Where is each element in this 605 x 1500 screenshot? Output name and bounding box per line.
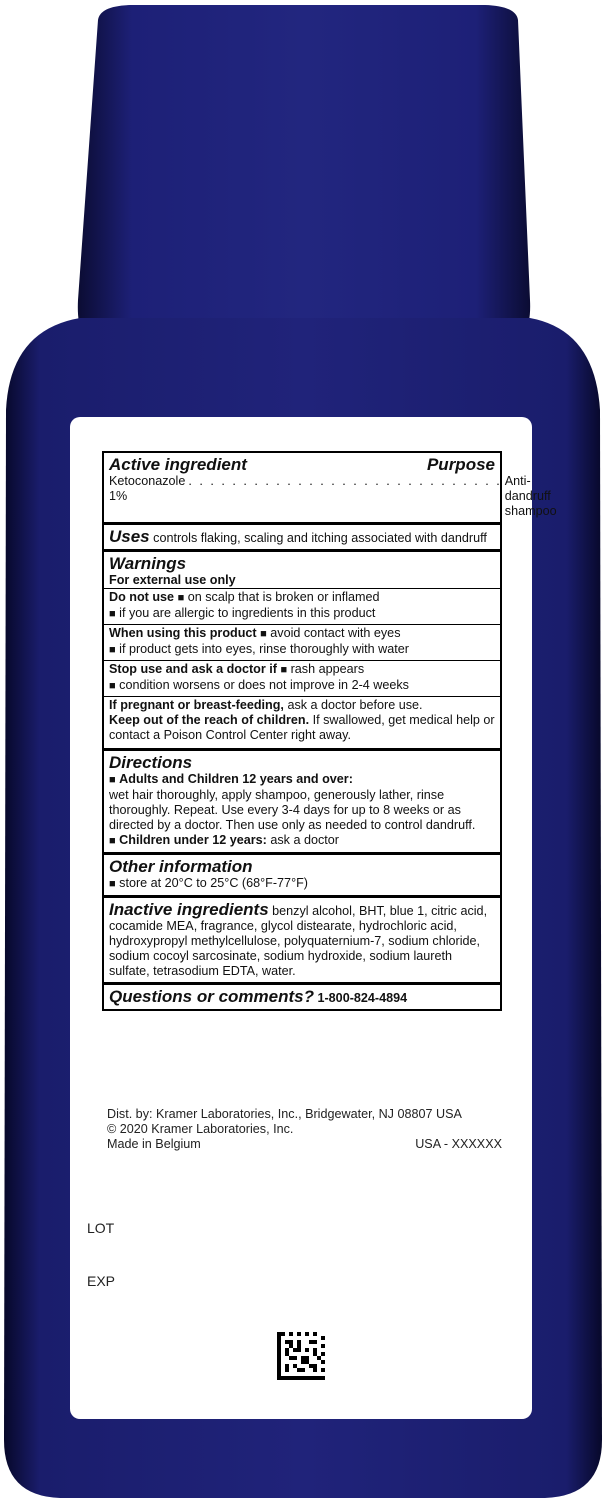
pregnant-text: ask a doctor before use.: [287, 698, 423, 712]
lot-label: LOT: [87, 1220, 115, 1236]
bullet-square-icon: ■: [109, 835, 116, 847]
active-ingredient-name: Ketoconazole 1%: [109, 474, 186, 503]
when-using-block: [104, 624, 500, 660]
made-in-line: Made in Belgium: [107, 1137, 201, 1151]
stop-use-item: rash appears: [290, 662, 365, 676]
other-information-section: [104, 852, 500, 895]
active-ingredient-heading: Active ingredient: [109, 455, 247, 474]
adults-text: wet hair thoroughly, apply shampoo, generously lather, rinse thoroughly. Repeat. Use every 3-4 days for up to 8 weeks or as directed by a doctor. Then use only as needed to control dandruff.: [109, 788, 476, 832]
when-using-item: avoid contact with eyes: [270, 626, 401, 640]
when-using-label: When using this product: [109, 626, 257, 640]
questions-heading: Questions or comments?: [109, 987, 314, 1006]
keep-out-label: Keep out of the reach of children.: [109, 713, 310, 727]
questions-section: [104, 982, 500, 1009]
purpose-heading: Purpose: [426, 455, 495, 474]
product-label: [70, 417, 557, 1419]
uses-text: controls flaking, scaling and itching associated with dandruff: [153, 531, 487, 545]
inactive-ingredients-text: benzyl alcohol, BHT, blue 1, citric acid, cocamide MEA, fragrance, glycol distearate, hydrochloric acid, hydroxypropyl methylcellulose, polyquaternium-7, sodium chloride, sodium cocoyl sarcosinate, sodium hydroxide, sodium laureth sulfate, tetrasodium EDTA, water.: [109, 904, 488, 978]
copyright-line: © 2020 Kramer Laboratories, Inc.: [107, 1122, 294, 1136]
exp-label: EXP: [87, 1273, 116, 1289]
uses-section: [104, 522, 500, 549]
active-ingredient-section: [104, 453, 557, 522]
external-use-text: For external use only: [109, 573, 236, 587]
inactive-ingredients-heading: Inactive ingredients: [109, 900, 269, 919]
datamatrix-code-icon: [277, 1332, 325, 1380]
distributor-line: Dist. by: Kramer Laboratories, Inc., Bridgewater, NJ 08807 USA: [107, 1107, 462, 1121]
adults-label: Adults and Children 12 years and over:: [119, 772, 353, 786]
leader-dots: . . . . . . . . . . . . . . . . . . . . . . . . . . . . .: [188, 474, 502, 488]
bullet-square-icon: ■: [109, 680, 116, 692]
children-label: Children under 12 years:: [119, 833, 267, 847]
bullet-square-icon: ■: [280, 664, 288, 676]
other-information-heading: Other information: [109, 857, 253, 876]
bullet-square-icon: ■: [177, 592, 185, 604]
bullet-square-icon: ■: [109, 878, 116, 890]
bullet-square-icon: ■: [260, 628, 267, 640]
stop-use-block: [104, 660, 500, 696]
purpose-text: Anti-dandruff shampoo: [504, 474, 557, 518]
distributor-info: [107, 1107, 502, 1152]
warnings-section: [104, 549, 500, 748]
bullet-square-icon: ■: [109, 774, 116, 786]
when-using-item: if product gets into eyes, rinse thoroughly with water: [119, 642, 409, 656]
phone-number: 1-800-824-4894: [317, 991, 408, 1005]
product-code: USA - XXXXXX: [415, 1137, 502, 1151]
do-not-use-item: on scalp that is broken or inflamed: [187, 590, 380, 604]
drug-facts-panel: [102, 451, 557, 1011]
stop-use-label: Stop use and ask a doctor if: [109, 662, 277, 676]
uses-heading: Uses: [109, 527, 150, 546]
stop-use-item: condition worsens or does not improve in 2-4 weeks: [119, 678, 409, 692]
pregnancy-children-block: [104, 696, 500, 745]
do-not-use-label: Do not use: [109, 590, 175, 604]
bullet-square-icon: ■: [109, 644, 116, 656]
directions-heading: Directions: [109, 753, 193, 772]
inactive-ingredients-section: [104, 895, 500, 982]
do-not-use-item: if you are allergic to ingredients in this product: [119, 606, 376, 620]
bullet-square-icon: ■: [109, 608, 116, 620]
directions-section: [104, 748, 500, 852]
bottle-cap: [78, 5, 530, 340]
pregnant-label: If pregnant or breast-feeding,: [109, 698, 284, 712]
keep-out-text: If swallowed, get medical help or contact a Poison Control Center right away.: [109, 713, 495, 742]
warnings-heading: Warnings: [109, 554, 187, 573]
do-not-use-block: [104, 588, 500, 624]
storage-text: store at 20°C to 25°C (68°F-77°F): [119, 876, 308, 890]
children-text: ask a doctor: [270, 833, 339, 847]
